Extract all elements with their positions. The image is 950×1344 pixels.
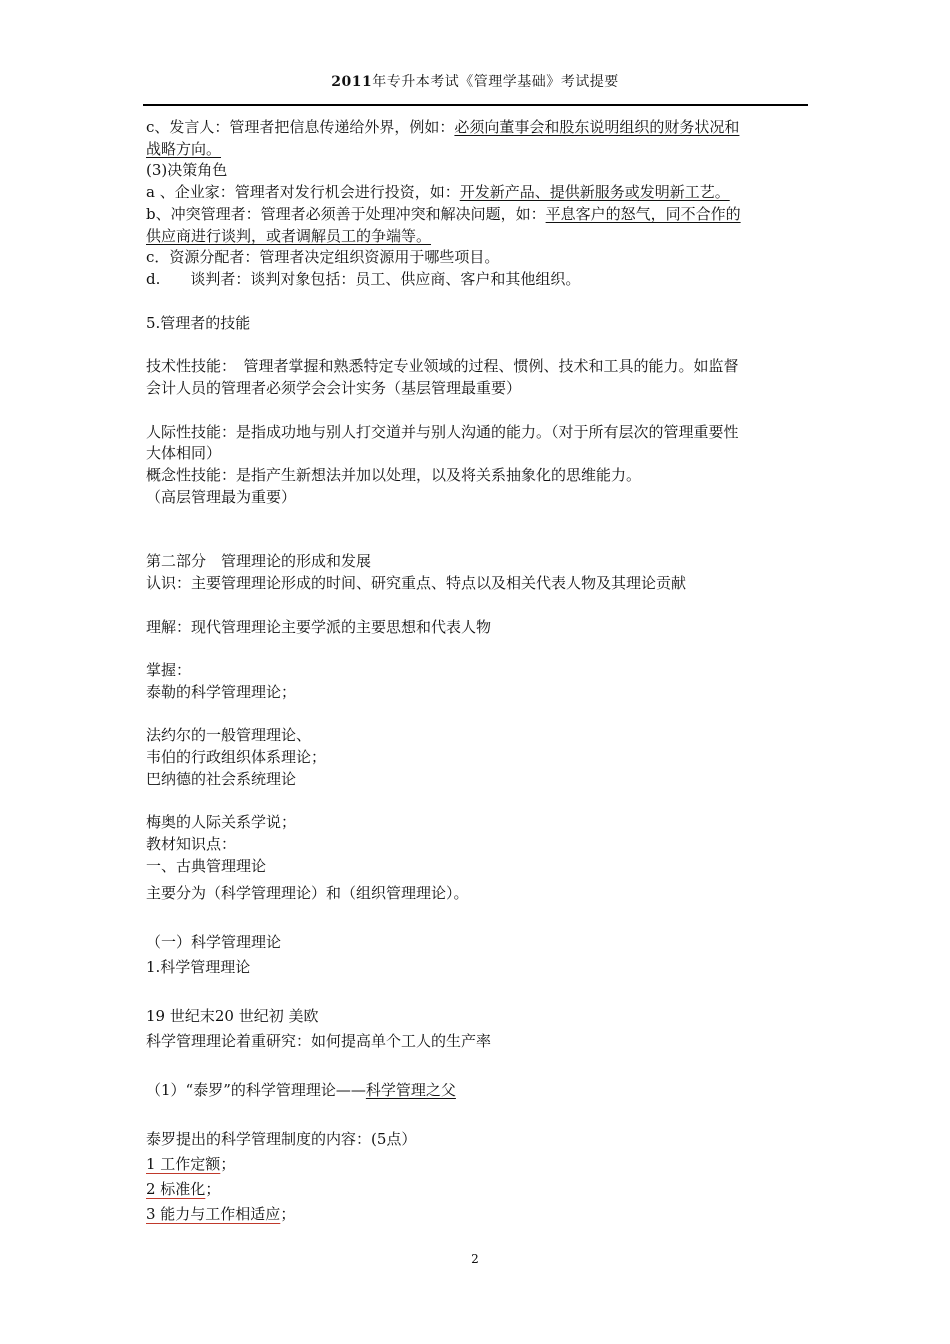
- line-text: 人际性技能：是指成功地与别人打交道并与别人沟通的能力。（对于所有层次的管理重要性: [146, 423, 739, 441]
- red-underlined-text: 2 标准化: [146, 1180, 206, 1198]
- text-line: [146, 1154, 235, 1174]
- text-line: [146, 1006, 318, 1026]
- text-line: [146, 465, 641, 485]
- text-line: [146, 160, 227, 180]
- text-line: [146, 747, 326, 767]
- text-line: [146, 1080, 456, 1100]
- line-text: 法约尔的一般管理理论、: [146, 726, 312, 744]
- line-text: 韦伯的行政组织体系理论；: [146, 748, 327, 766]
- line-text: （1）“泰罗”的科学管理理论——: [146, 1081, 366, 1099]
- page-number: 2: [471, 1252, 479, 1266]
- line-text: 认识：主要管理理论形成的时间、研究重点、特点以及相关代表人物及其理论贡献: [146, 574, 687, 592]
- line-text: 技术性技能： 管理者掌握和熟悉特定专业领域的过程、惯例、技术和工具的能力。如监督: [146, 357, 739, 375]
- page-header: [0, 71, 950, 91]
- text-line: [146, 856, 266, 876]
- line-text: (3)决策角色: [146, 161, 228, 179]
- text-line: [146, 247, 499, 267]
- text-line: [146, 617, 491, 637]
- line-text: 主要分为（科学管理理论）和（组织管理理论）。: [146, 884, 469, 902]
- line-text: 理解：现代管理理论主要学派的主要思想和代表人物: [146, 618, 492, 636]
- text-line: [146, 226, 431, 246]
- text-line: [146, 725, 311, 745]
- line-text: 概念性技能：是指产生新想法并加以处理，以及将关系抽象化的思维能力。: [146, 466, 642, 484]
- line-text: 掌握：: [146, 661, 192, 679]
- underlined-text: 平息客户的怒气，同不合作的: [545, 205, 741, 223]
- line-text: 会计人员的管理者必须学会会计实务（基层管理最重要）: [146, 379, 522, 397]
- text-line: [146, 769, 296, 789]
- text-line: [146, 487, 296, 507]
- line-text: （一）科学管理理论: [146, 933, 282, 951]
- text-line: [146, 883, 469, 903]
- underlined-text: 科学管理之父: [365, 1081, 456, 1099]
- line-suffix: ；: [205, 1180, 221, 1198]
- text-line: [146, 660, 191, 680]
- text-line: [146, 682, 296, 702]
- text-line: [146, 573, 686, 593]
- text-line: [146, 1129, 416, 1149]
- header-rule: [143, 104, 808, 106]
- text-line: [146, 834, 236, 854]
- line-text: 泰勒的科学管理理论；: [146, 683, 297, 701]
- underlined-text: 战略方向。: [146, 140, 222, 158]
- text-line: [146, 356, 739, 376]
- line-text: 泰罗提出的科学管理制度的内容：(5点）: [146, 1130, 417, 1148]
- line-text: c．资源分配者：管理者决定组织资源用于哪些项目。: [146, 248, 500, 266]
- line-text: d. 谈判者：谈判对象包括：员工、供应商、客户和其他组织。: [146, 270, 581, 288]
- underlined-text: 开发新产品、提供新服务或发明新工艺。: [459, 183, 730, 201]
- line-text: b、冲突管理者：管理者必须善于处理冲突和解决问题，如：: [146, 205, 546, 223]
- line-text: 第二部分 管理理论的形成和发展: [146, 552, 372, 570]
- text-line: [146, 182, 730, 202]
- header-year: 2011: [331, 74, 373, 90]
- line-text: 19 世纪末20 世纪初 美欧: [146, 1007, 319, 1025]
- text-line: [146, 139, 221, 159]
- underlined-text: 必须向董事会和股东说明组织的财务状况和: [454, 118, 740, 136]
- red-underlined-text: 3 能力与工作相适应: [146, 1205, 281, 1223]
- line-suffix: ；: [280, 1205, 296, 1223]
- line-text: 大体相同）: [146, 444, 222, 462]
- line-text: 科学管理理论着重研究：如何提高单个工人的生产率: [146, 1032, 492, 1050]
- text-line: [146, 812, 296, 832]
- line-text: 一、古典管理理论: [146, 857, 267, 875]
- text-line: [146, 932, 281, 952]
- text-line: [146, 1179, 220, 1199]
- text-line: [146, 269, 580, 289]
- line-text: 巴纳德的社会系统理论: [146, 770, 297, 788]
- line-text: 教材知识点：: [146, 835, 237, 853]
- text-line: [146, 551, 371, 571]
- text-line: [146, 443, 221, 463]
- text-line: [146, 1204, 295, 1224]
- text-line: [146, 117, 739, 137]
- text-line: [146, 1031, 491, 1051]
- line-text: （高层管理最为重要）: [146, 488, 297, 506]
- underlined-text: 供应商进行谈判，或者调解员工的争端等。: [146, 227, 432, 245]
- line-suffix: ；: [220, 1155, 236, 1173]
- text-line: [146, 378, 521, 398]
- line-text: 梅奥的人际关系学说；: [146, 813, 297, 831]
- line-text: a 、企业家：管理者对发行机会进行投资，如：: [146, 183, 460, 201]
- text-line: [146, 957, 250, 977]
- line-text: 1.科学管理理论: [146, 958, 251, 976]
- text-line: [146, 313, 250, 333]
- line-text: c、发言人：管理者把信息传递给外界，例如：: [146, 118, 455, 136]
- text-line: [146, 422, 739, 442]
- line-text: 5.管理者的技能: [146, 314, 251, 332]
- text-line: [146, 204, 741, 224]
- header-title: 年专升本考试《管理学基础》考试提要: [372, 74, 619, 90]
- red-underlined-text: 1 工作定额: [146, 1155, 221, 1173]
